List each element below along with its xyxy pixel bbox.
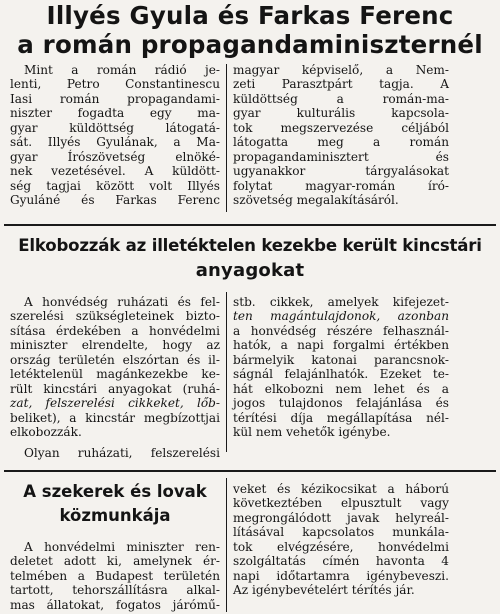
article3-left-column — [10, 540, 220, 612]
text-line: ten magántulajdonok, azonban — [233, 309, 449, 324]
text-line: kül nem vehetők igénybe. — [233, 425, 391, 440]
text-line: lenti, Petro Constantinescu — [10, 77, 220, 92]
text-line: gyar küldöttség látogatá- — [10, 120, 220, 135]
text-line: Gyuláné és Farkas Ferenc — [10, 193, 220, 208]
text-line: Az igénybevételért térítés jár. — [233, 583, 415, 598]
article1-column-divider — [226, 64, 227, 212]
text-line: Olyan ruházati, felszerelési — [24, 445, 220, 460]
text-line: tok megszervezése céljából — [233, 120, 449, 135]
article1-headline-line1: Illyés Gyula és Farkas Ferenc — [46, 1, 454, 30]
text-line: A honvédség ruházati és fel- — [24, 295, 220, 309]
article1-right-column — [233, 63, 449, 208]
text-line: ságnál felajánlhatók. Ezeket te- — [233, 367, 449, 382]
text-line: stb. cikkek, amelyek kifejezet- — [233, 295, 449, 309]
text-line: gyar Írószövetség elnöké- — [10, 149, 220, 164]
article-separator — [4, 470, 496, 472]
text-line: letéktelenül magánkezekbe ke- — [10, 367, 220, 382]
text-line: küldöttség a román-ma- — [233, 91, 449, 106]
text-line: a honvédség részére felhasznál- — [233, 323, 449, 338]
text-line: lításával kapcsolatos munkála- — [233, 525, 449, 540]
text-line: térítési díja megállapítása nél- — [233, 410, 449, 425]
article1-left-column — [10, 63, 220, 208]
text-line: deletet adott ki, amelynek ér- — [10, 554, 220, 569]
text-line: hát elkobozni nem lehet és a — [233, 381, 449, 396]
text-line: folytat magyar-román író- — [233, 178, 449, 193]
text-line: niszter fogadta egy ma- — [10, 106, 220, 121]
text-line: rült kincstári anyagokat (ruhá- — [10, 381, 220, 396]
article2-headline-line1: Elkobozzák az illetéktelen kezekbe került kincstári — [18, 236, 482, 255]
text-line: sítása érdekében a honvédelmi — [10, 323, 220, 338]
text-line: zeti Parasztpárt tagja. A — [233, 77, 449, 92]
text-line: propagandaminisztert és — [233, 149, 449, 164]
text-line: mas állatokat, fogatos járómű- — [10, 597, 220, 612]
text-line: ugyanakkor tárgyalásokat — [233, 164, 449, 179]
article3-headline-line2: közmunkája — [59, 506, 171, 525]
text-line: jogos tulajdonos felajánlása és — [233, 396, 449, 411]
text-line: ország területén elszórtan és il- — [10, 352, 220, 367]
article3-headline-line1: A szekerek és lovak — [23, 482, 207, 501]
text-line: bármelyik katonai parancsnok- — [233, 352, 449, 367]
text-line: megrongálódott javak helyreál- — [233, 510, 449, 525]
article3-right-column — [233, 482, 449, 598]
text-line: látogatta meg a román — [233, 135, 449, 150]
text-line: magyar képviselő, a Nem- — [233, 63, 449, 77]
text-line: gyar kulturális kapcsola- — [233, 106, 449, 121]
text-line: beliket), a kincstár megbízottjai — [10, 410, 220, 425]
article2-column-divider — [226, 292, 227, 452]
text-line: elkobozzák. — [10, 425, 82, 440]
text-line: sát. Illyés Gyulának, a Ma- — [10, 135, 220, 150]
text-line: telmében a Budapest területén — [10, 568, 220, 583]
text-line: ség tagjai között volt Illyés — [10, 178, 220, 193]
article-separator — [4, 224, 496, 226]
text-line: nek vezetésével. A küldött- — [10, 164, 220, 179]
article1-headline-line2: a román propagandaminiszternél — [17, 30, 483, 59]
text-line: szerelési szükségleteinek bizto- — [10, 309, 220, 324]
text-line: következtében elpusztult vagy — [233, 496, 449, 511]
text-line: napi időtartamra igénybeveszi. — [233, 568, 449, 583]
text-line: szövetség megalakításáról. — [233, 193, 399, 208]
text-line: tartott, tehorszállításra alkal- — [10, 583, 220, 598]
text-line: szolgáltatás címén havonta 4 — [233, 554, 449, 569]
article2-left-column — [10, 295, 220, 460]
text-line: tok elvégzésére, honvédelmi — [233, 539, 449, 554]
text-line: veket és kézikocsikat a háború — [233, 482, 449, 496]
text-line: zat, felszerelési cikkeket, lőb- — [10, 396, 220, 411]
text-line: Iasi román propagandami- — [10, 91, 220, 106]
text-line: hatók, a napi forgalmi értékben — [233, 338, 449, 353]
text-line: Mint a román rádió je- — [24, 63, 220, 77]
article2-headline-line2: anyagokat — [195, 260, 305, 281]
text-line: miniszter elrendelte, hogy az — [10, 338, 220, 353]
article3-column-divider — [226, 478, 227, 612]
text-line: A honvédelmi miniszter ren- — [24, 540, 220, 554]
article2-right-column — [233, 295, 449, 440]
